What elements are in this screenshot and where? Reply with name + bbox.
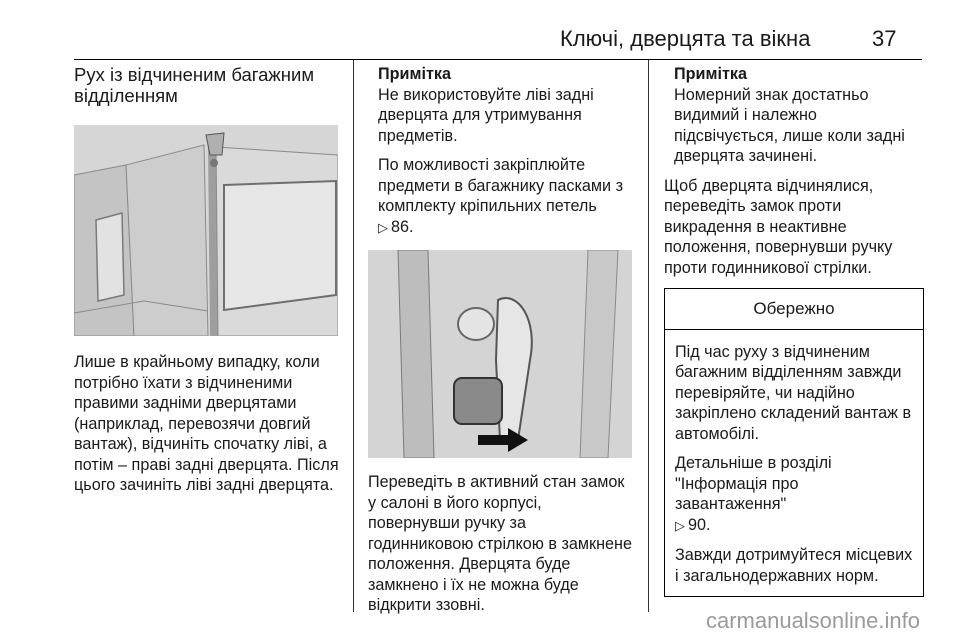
section-title: Рух із відчиненим багажним відділенням xyxy=(74,64,315,106)
note-heading: Примітка xyxy=(378,65,451,83)
column-divider-2 xyxy=(648,60,649,612)
reference-arrow-icon: ▷ xyxy=(675,517,685,533)
caution-text-2: Детальніше в розділі "Інформація про завантаження" xyxy=(675,454,832,513)
body-paragraph: Щоб дверцята відчинялися, переведіть замок проти викрадення в неактивне положення, повернувши ручку проти годинникової стрілки. xyxy=(664,176,893,277)
van-open-rear-door-illustration xyxy=(74,125,338,336)
figure-1-drawing xyxy=(74,125,338,336)
note-text-2: По можливості закріплюйте предмети в багажнику пасками з комплекту кріпильних петель xyxy=(378,156,624,215)
note-heading: Примітка xyxy=(674,65,747,83)
page-reference[interactable]: 90. xyxy=(688,515,711,534)
caution-box xyxy=(664,288,924,597)
caution-title: Обережно xyxy=(665,289,923,330)
column-3 xyxy=(664,64,924,597)
caution-text xyxy=(675,453,913,536)
note-text: Не використовуйте ліві задні дверцята для утримування предметів. xyxy=(378,85,594,145)
rear-door-lock-with-arrow-illustration xyxy=(368,250,632,458)
page-reference[interactable]: 86. xyxy=(391,217,414,236)
reference-arrow-icon: ▷ xyxy=(378,219,388,235)
note-block xyxy=(664,64,924,167)
body-paragraph: Лише в крайньому випадку, коли потрібно їхати з відчиненими правими задніми дверцятами (наприклад, перевозячи довгий вантаж), відчиніть спочатку ліві, а потім – праві задні дверцята. Після цього зачиніть ліві задні дверцята. xyxy=(74,353,339,494)
column-1 xyxy=(74,64,342,496)
caution-text: Під час руху з відчиненим багажним відділенням завжди перевіряйте, чи надійно закріплено складений вантаж в автомобілі. xyxy=(675,342,912,443)
watermark: carmanualsonline.info xyxy=(705,608,920,633)
body-paragraph: Переведіть в активний стан замок у салоні в його корпусі, повернувши ручку за годинниковою стрілкою в замкнене положення. Дверцята буде замкнено і їх не можна буде відкрити ззовні. xyxy=(368,473,633,614)
note-block xyxy=(368,64,634,238)
caution-body xyxy=(665,330,923,597)
caution-text: Завжди дотримуйтеся місцевих і загальнодержавних норм. xyxy=(675,546,913,585)
column-2 xyxy=(368,64,634,616)
figure-2-drawing xyxy=(368,250,632,458)
column-divider-1 xyxy=(353,60,354,612)
note-text: Номерний знак достатньо видимий і належно підсвічується, лише коли задні дверцята зачинені. xyxy=(674,85,905,165)
page-number: 37 xyxy=(872,26,897,51)
page-header-title: Ключі, дверцята та вікна xyxy=(560,26,811,51)
note-text xyxy=(378,155,634,238)
header-rule xyxy=(74,59,922,60)
